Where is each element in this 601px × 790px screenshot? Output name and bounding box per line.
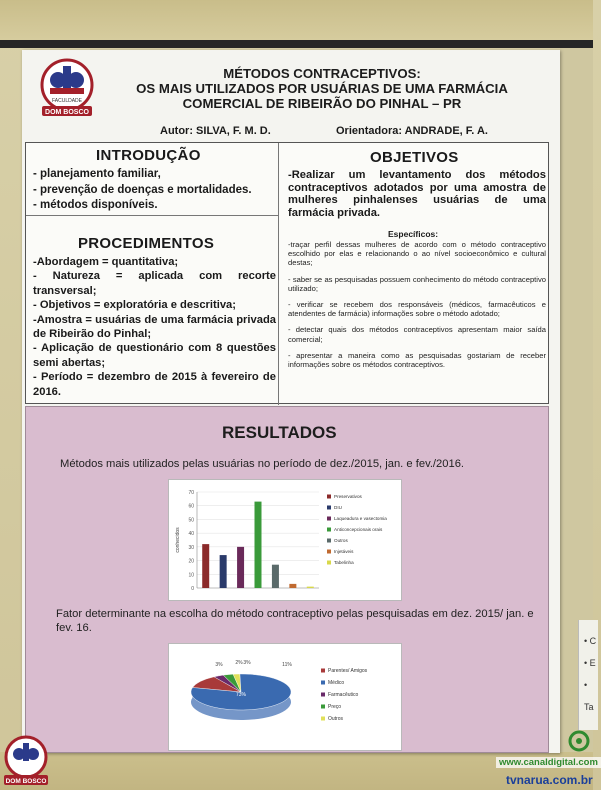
y-tick-label: 50: [188, 517, 194, 524]
legend-swatch: [321, 705, 325, 709]
legend-swatch: [327, 506, 331, 510]
specific-item: - apresentar a maneira como as pesquisadas gostariam de receber informações sobre os métodos contraceptivos.: [288, 350, 546, 370]
bar: [255, 502, 262, 588]
neighbor-bullet: • Ta: [584, 680, 594, 712]
legend-swatch: [327, 561, 331, 565]
results-chart1-caption: Métodos mais utilizados pelas usuárias no período de dez./2015, jan. e fev./2016.: [60, 458, 465, 470]
y-tick-label: 60: [188, 503, 194, 510]
pie-chart: [169, 644, 403, 752]
wall-top: [0, 0, 593, 40]
intro-item: - prevenção de doenças e mortalidades.: [33, 183, 252, 196]
legend-label: Preço: [328, 704, 342, 710]
logo-sub-label: FACULDADE: [51, 98, 83, 104]
legend-swatch: [327, 550, 331, 554]
content-grid: [25, 142, 549, 404]
advisor: Orientadora: ANDRADE, F. A.: [336, 125, 488, 137]
title-line: OS MAIS UTILIZADOS POR USUÁRIAS DE UMA FARMÁCIA: [136, 81, 508, 96]
y-tick-label: 70: [188, 490, 194, 496]
legend-swatch: [321, 693, 325, 697]
procedures-heading: PROCEDIMENTOS: [78, 235, 215, 252]
y-tick-label: 10: [188, 572, 194, 579]
pie-chart-panel: [168, 643, 402, 751]
bar-chart-panel: [168, 479, 402, 601]
procedure-item: -Amostra = usuárias de uma farmácia privada de Ribeirão do Pinhal;: [33, 313, 276, 341]
legend-label: Tabelinha: [334, 560, 354, 565]
y-tick-label: 20: [188, 558, 194, 565]
watermark-site2: tvnarua.com.br: [506, 773, 593, 787]
y-tick-label: 30: [188, 544, 194, 551]
board-frame: [0, 40, 593, 48]
procedure-item: - Objetivos = exploratória e descritiva;: [33, 299, 237, 312]
specific-item: - detectar quais dos métodos contraceptivos apresentam maior saída comercial;: [288, 325, 546, 344]
procedure-item: -Abordagem = quantitativa;: [33, 256, 179, 268]
y-axis-label: conhecidos: [175, 527, 181, 553]
legend-label: Outros: [334, 538, 348, 543]
legend-label: Laqueadura e vasectomia: [334, 516, 387, 521]
divider: [278, 143, 279, 405]
neighbor-poster: [578, 620, 598, 730]
procedure-item: - Aplicação de questionário com 8 questões semi abertas;: [33, 342, 276, 369]
pie-data-label: 2%: [235, 660, 243, 666]
logo-label: DOM BOSCO: [45, 109, 89, 116]
legend-swatch: [327, 539, 331, 543]
neighbor-bullet: • C: [584, 636, 597, 646]
bar: [272, 565, 279, 588]
results-heading: RESULTADOS: [222, 423, 337, 442]
author: Autor: SILVA, F. M. D.: [160, 125, 271, 137]
y-tick-label: 0: [191, 586, 194, 592]
bar: [202, 544, 209, 588]
divider: [26, 215, 278, 216]
legend-label: Outros: [328, 716, 344, 722]
bar: [307, 587, 314, 588]
procedure-item: - Período = dezembro de 2015 à fevereiro de 2016.: [33, 371, 276, 398]
intro-item: - planejamento familiar,: [33, 168, 161, 180]
legend-label: Anticoncepcionais orais: [334, 527, 383, 532]
objectives-heading: OBJETIVOS: [370, 149, 459, 166]
pie-data-label: 3%: [215, 662, 223, 668]
watermark-site1: www.canaldigital.com: [496, 757, 601, 768]
bar: [237, 547, 244, 588]
specific-item: - saber se as pesquisadas possuem conhecimento do método contraceptivo utilizado;: [288, 274, 546, 293]
legend-swatch: [321, 717, 325, 721]
procedure-item: - Natureza = aplicada com recorte transversal;: [33, 270, 276, 297]
legend-label: Farmacêutico: [328, 692, 359, 698]
specific-item: -traçar perfil dessas mulheres de acordo com o método contraceptivo escolhido por elas e relacionando o ao nível socioeconômico e cultural destas;: [288, 240, 546, 268]
legend-label: Injetáveis: [334, 549, 354, 554]
legend-swatch: [327, 528, 331, 532]
pie-data-label: 73%: [235, 692, 247, 698]
results-chart2-caption: Fator determinante na escolha do método contraceptivo pelas pesquisadas em dez. 2015/ jan. e fev. 16.: [56, 608, 534, 634]
intro-heading: INTRODUÇÃO: [96, 147, 201, 164]
watermark-logo-icon: [0, 735, 52, 787]
legend-swatch: [321, 681, 325, 685]
pie-data-label: 3%: [243, 660, 251, 666]
watermark-circle-icon: [568, 730, 590, 752]
bar-chart: [169, 480, 403, 602]
intro-list: [33, 167, 252, 214]
legend-label: Preservativos: [334, 494, 362, 499]
title-line: COMERCIAL DE RIBEIRÃO DO PINHAL – PR: [182, 96, 462, 111]
bar: [289, 584, 296, 588]
college-logo-icon: [36, 58, 98, 118]
objectives-main: -Realizar um levantamento dos métodos contraceptivos adotados por uma amostra de mulheres pinhalenses usuárias de uma farmácia privada.: [288, 169, 546, 219]
bar: [220, 555, 227, 588]
legend-label: Médico: [328, 680, 345, 686]
legend-label: DIU: [334, 505, 342, 510]
results-section: [25, 406, 549, 753]
pie-data-label: 11%: [282, 662, 292, 668]
legend-label: Parentes/ Amigos: [328, 668, 368, 674]
legend-swatch: [327, 495, 331, 499]
legend-swatch: [327, 517, 331, 521]
watermark-logo-label: DOM BOSCO: [5, 778, 47, 785]
procedures-list: [33, 255, 276, 399]
objectives-specific-list: [288, 240, 546, 376]
title-line: MÉTODOS CONTRACEPTIVOS:: [223, 66, 421, 81]
specific-item: - verificar se recebem dos responsáveis (médicos, farmacêuticos e atendentes de farmácia) informações sobre o método adotado;: [288, 300, 546, 319]
legend-swatch: [321, 669, 325, 673]
poster: [22, 50, 560, 753]
objectives-specific-heading: Específicos:: [388, 229, 439, 239]
neighbor-bullet: • E: [584, 658, 596, 668]
poster-title: [102, 66, 542, 111]
y-tick-label: 40: [188, 531, 194, 538]
intro-item: - métodos disponíveis.: [33, 199, 158, 211]
